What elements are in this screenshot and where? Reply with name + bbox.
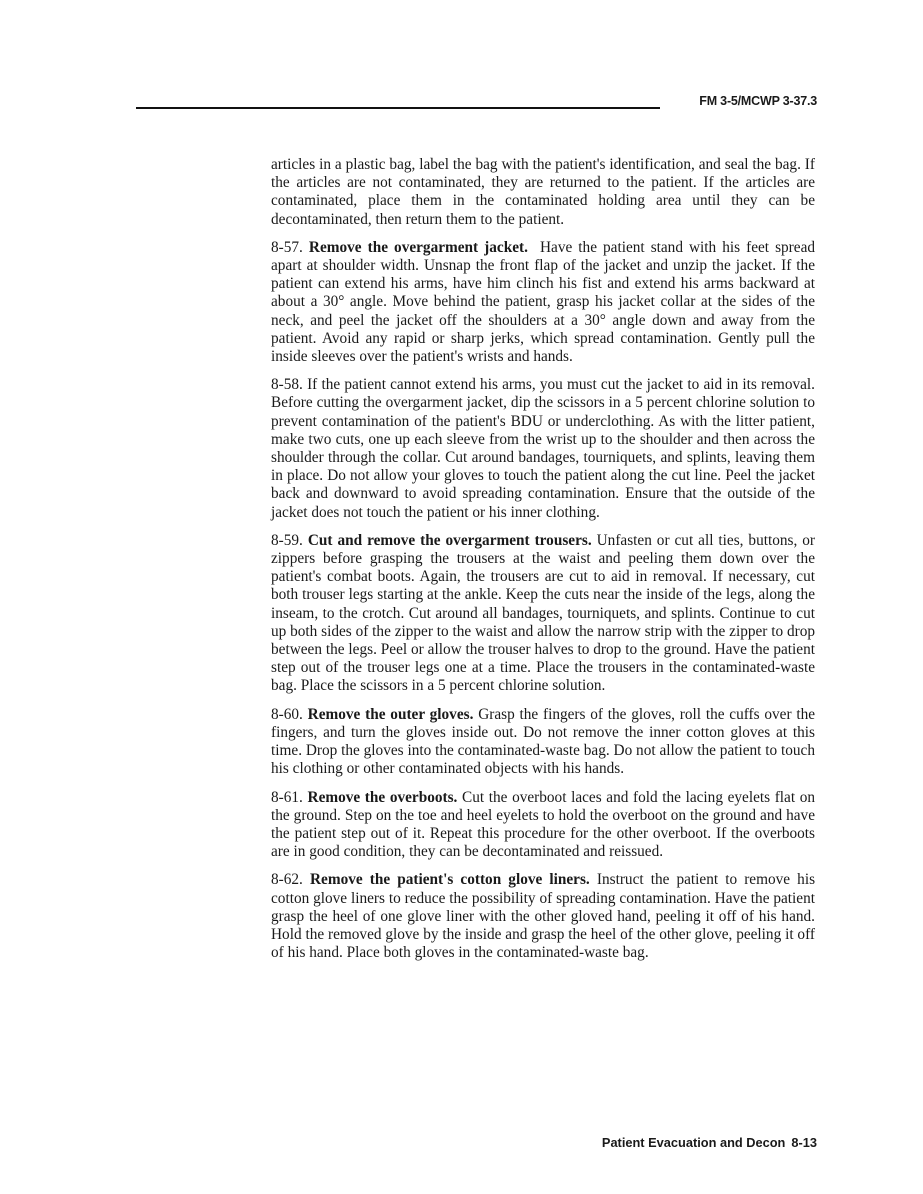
page-footer [602,1135,817,1150]
paragraph-8-59 [271,532,815,696]
page-body [271,156,815,972]
paragraph-8-57 [271,239,815,366]
paragraph-body: Cut the overboot laces and fold the lacing eyelets flat on the ground. Step on the toe and heel eyelets to hold the overboot on the ground and have the patient step out of it. Repeat this procedure for the other overboot. If the overboots are in good condition, they can be decontaminated and reissued. [271,788,816,861]
paragraph-heading: Remove the overgarment jacket. [308,238,528,256]
paragraph-body: Unfasten or cut all ties, buttons, or zippers before grasping the trousers at the waist and peeling them down over the patient's combat boots. Again, the trousers are cut to aid in removal. If necessary, cut both trouser legs starting at the ankle. Keep the cuts near the inside of the legs, along the inseam, to the crotch. Cut around all bandages, tourniquets, and splints. Continue to cut up both sides of the zipper to the waist and allow the narrow strip with the zipper to drop between the legs. Peel or allow the trouser halves to drop to the ground. Have the patient step out of the trouser legs one at a time. Place the trousers in the contaminated-waste bag. Place the scissors in a 5 percent chlorine solution. [271,531,816,695]
paragraph-heading: Remove the overboots. [307,788,458,806]
paragraph-heading: Remove the patient's cotton glove liners. [309,871,590,889]
document-id: FM 3-5/MCWP 3-37.3 [699,94,817,108]
paragraph-8-61 [271,789,815,862]
paragraph-heading: Cut and remove the overgarment trousers. [307,531,592,549]
paragraph-8-60 [271,706,815,779]
paragraph-8-62 [271,871,815,962]
paragraph-8-58 [271,376,815,522]
paragraph-number: 8-62. [271,871,303,889]
footer-chapter-title: Patient Evacuation and Decon [601,1135,786,1150]
paragraph-number: 8-57. [271,238,303,256]
paragraph-body: Grasp the fingers of the gloves, roll the cuffs over the fingers, and turn the gloves inside out. Do not remove the inner cotton gloves at this time. Drop the gloves into the contaminated-waste bag. Do not allow the patient to touch his clothing or other contaminated objects with his hands. [271,705,816,778]
paragraph-number: 8-59. [271,531,303,549]
paragraph-body: Have the patient stand with his feet spread apart at shoulder width. Unsnap the front flap of the jacket and unzip the jacket. If the patient can extend his arms, have him clinch his fist and extend his arms backward at about a 30° angle. Move behind the patient, grasp his jacket collar at the sides of the neck, and peel the jacket off the shoulders at a 30° angle down and away from the patient. Avoid any rapid or sharp jerks, which spread contamination. Gently pull the inside sleeves over the patient's wrists and hands. [271,238,816,366]
page-number: 8-13 [791,1135,817,1150]
continuation-paragraph: articles in a plastic bag, label the bag with the patient's identification, and seal the bag. If the articles are not contaminated, they are returned to the patient. If the articles are contaminated, place them in the contaminated holding area until they can be decontaminated, then return them to the patient. [271,156,815,228]
paragraph-body: If the patient cannot extend his arms, you must cut the jacket to aid in its removal. Before cutting the overgarment jacket, dip the scissors in a 5 percent chlorine solution to prevent contamination of the patient's BDU or underclothing. As with the litter patient, make two cuts, one up each sleeve from the wrist up to the shoulder and then across the shoulder through the collar. Cut around bandages, tourniquets, and splints, leaving them in place. Do not allow your gloves to touch the patient along the cut line. Peel the jacket back and downward to avoid spreading contamination. Ensure that the outside of the jacket does not touch the patient or his inner clothing. [271,376,815,521]
paragraph-number: 8-60. [271,705,303,723]
header-rule [136,107,660,109]
paragraph-heading: Remove the outer gloves. [307,705,474,723]
paragraph-body: Instruct the patient to remove his cotton glove liners to reduce the possibility of spreading contamination. Have the patient grasp the heel of one glove liner with the other gloved hand, peeling it off of his hand. Hold the removed glove by the inside and grasp the heel of the other glove, peeling it off of his hand. Place both gloves in the contaminated-waste bag. [271,871,816,962]
paragraph-number: 8-58. [271,376,303,394]
paragraph-number: 8-61. [271,788,303,806]
